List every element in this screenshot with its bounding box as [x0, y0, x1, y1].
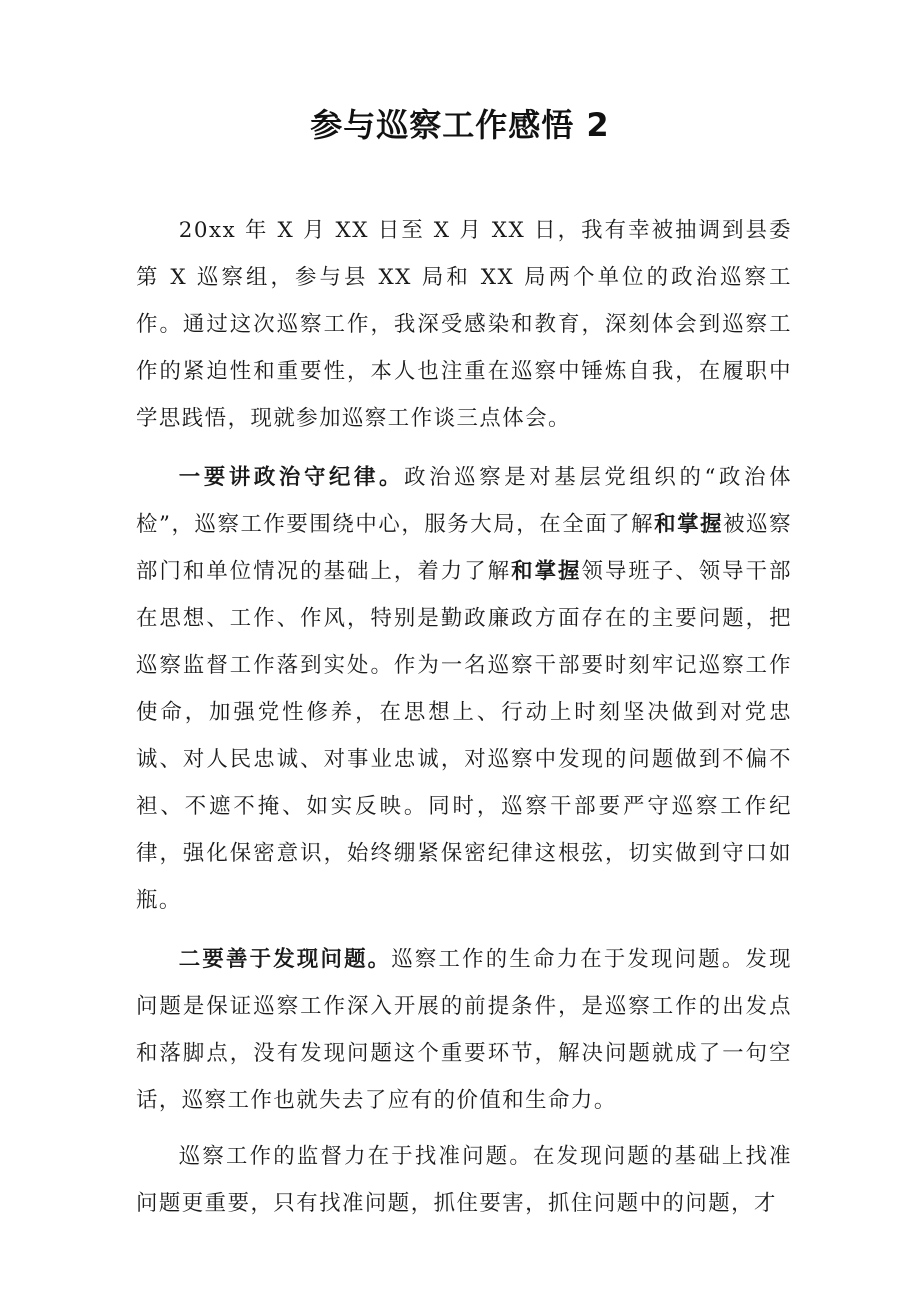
document-title: 参与巡察工作感悟 2 [310, 106, 610, 144]
document-body [136, 207, 792, 1237]
paragraph-text-segment: 政治巡察是对基层党组织的“政治体检”，巡察工作要围绕中心，服务大局，在全面了解 [136, 465, 792, 537]
paragraph-lead-heading: 二要善于发现问题。 [178, 947, 392, 972]
paragraph-lead-heading: 一要讲政治守纪律。 [178, 465, 405, 490]
paragraph-intro [136, 207, 792, 442]
paragraph-text-segment: 领导班子、领导干部在思想、工作、作风，特别是勤政廉政方面存在的主要问题，把巡察监督工作落到实处。作为一名巡察干部要时刻牢记巡察工作使命，加强党性修养，在思想上、行动上时刻坚决做到对党忠诚、对人民忠诚、对事业忠诚，对巡察中发现的问题做到不偏不袒、不遮不掩、如实反映。同时，巡察干部要严守巡察工作纪律，强化保密意识，始终绷紧保密纪律这根弦，切实做到守口如瓶。 [136, 559, 792, 913]
paragraph-politics-discipline [136, 454, 792, 924]
bold-emphasis: 和掌握 [654, 512, 724, 537]
paragraph-text-segment: 巡察工作的监督力在于找准问题。在发现问题的基础上找准问题更重要，只有找准问题，抓住要害，抓住问题中的问题，才 [136, 1144, 792, 1216]
paragraph-text-segment: 巡察工作的生命力在于发现问题。发现问题是保证巡察工作深入开展的前提条件，是巡察工作的出发点和落脚点，没有发现问题这个重要环节，解决问题就成了一句空话，巡察工作也就失去了应有的价值和生命力。 [136, 947, 792, 1113]
paragraph-intro-text: 20xx 年 X 月 XX 日至 X 月 XX 日，我有幸被抽调到县委第 X 巡察组，参与县 XX 局和 XX 局两个单位的政治巡察工作。通过这次巡察工作，我深受感染和教育，深刻体会到巡察工作的紧迫性和重要性，本人也注重在巡察中锤炼自我，在履职中学思践悟，现就参加巡察工作谈三点体会。 [136, 218, 792, 431]
paragraph-finding-problems [136, 936, 792, 1124]
paragraph-text-segment: 被巡察部门和单位情况的基础上，着力了解 [136, 512, 792, 584]
paragraph-pinpoint-problems [136, 1133, 792, 1227]
bold-emphasis: 和掌握 [511, 559, 582, 584]
